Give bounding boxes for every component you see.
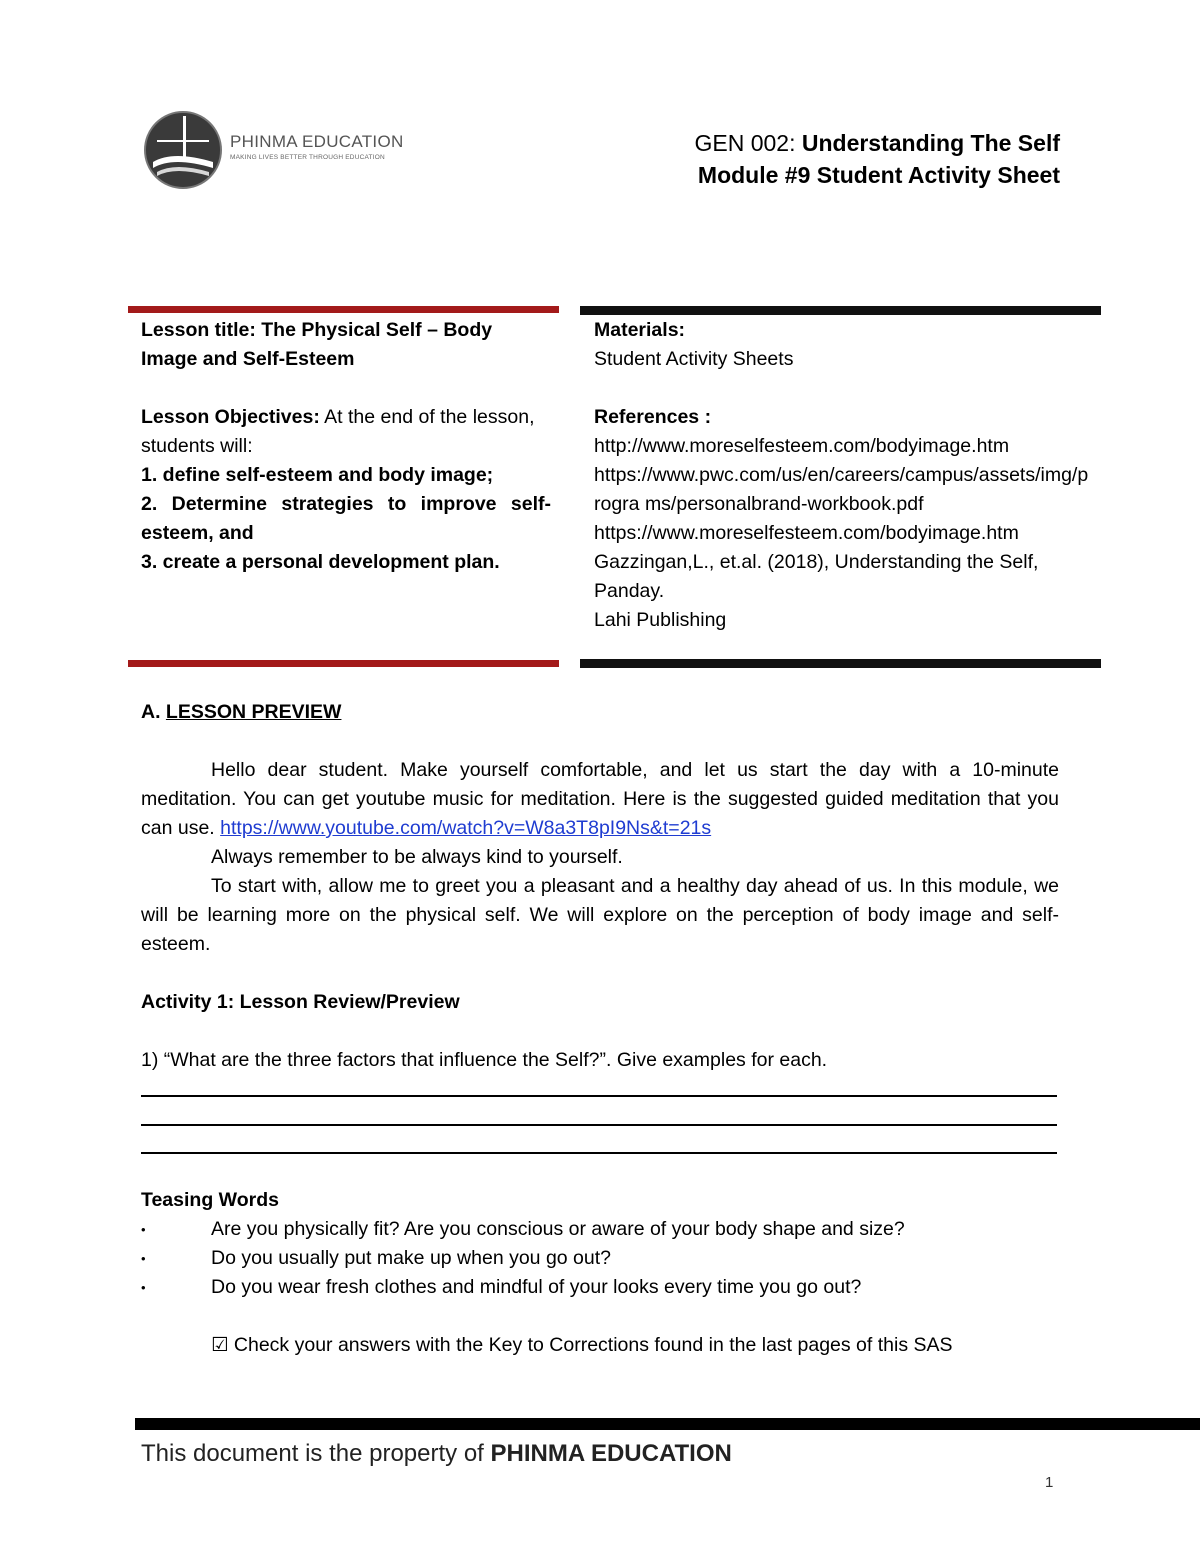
objectives-intro: Lesson Objectives: At the end of the lesson, students will: bbox=[141, 406, 535, 457]
intro-paragraph: Hello dear student. Make yourself comfortable, and let us start the day with a 10-minute meditation. You can get youtube music for meditation. Here is the suggested guided meditation that you can use. https://www.youtube.com/watch?v=W8a3T8pI9Ns&t=21s bbox=[141, 759, 1059, 839]
section-heading: A. LESSON PREVIEW bbox=[141, 701, 342, 723]
module-subtitle: Module #9 Student Activity Sheet bbox=[697, 162, 1060, 188]
references-label: References : bbox=[594, 406, 712, 428]
bullet-icon: • bbox=[141, 1222, 146, 1237]
check-note: ☑ Check your answers with the Key to Corrections found in the last pages of this SAS bbox=[211, 1334, 953, 1356]
right-bottom-divider bbox=[580, 659, 1101, 668]
reference-item: http://www.moreselfesteem.com/bodyimage.htm bbox=[594, 435, 1010, 457]
activity-title: Activity 1: Lesson Review/Preview bbox=[141, 991, 460, 1013]
reference-item: https://www.moreselfesteem.com/bodyimage.htm bbox=[594, 522, 1019, 544]
answer-line[interactable] bbox=[141, 1124, 1057, 1126]
reference-publisher: Lahi Publishing bbox=[594, 609, 727, 631]
list-item: • Do you wear fresh clothes and mindful of your looks every time you go out? bbox=[141, 1273, 1059, 1302]
lesson-preview-section bbox=[141, 698, 1059, 1075]
lesson-title: Lesson title: The Physical Self – Body Image and Self-Esteem bbox=[141, 319, 493, 370]
logo-emblem-icon bbox=[143, 110, 223, 190]
teasing-title: Teasing Words bbox=[141, 1189, 279, 1211]
answer-line[interactable] bbox=[141, 1095, 1057, 1097]
activity-question: 1) “What are the three factors that influence the Self?”. Give examples for each. bbox=[141, 1049, 828, 1071]
logo-name: PHINMA EDUCATION bbox=[230, 132, 404, 151]
phinma-logo bbox=[143, 110, 403, 190]
objective-item: 2. Determine strategies to improve self-esteem, and bbox=[141, 493, 551, 544]
answer-line[interactable] bbox=[141, 1152, 1057, 1154]
materials-panel bbox=[594, 316, 1094, 635]
list-item: • Are you physically fit? Are you conscious or aware of your body shape and size? bbox=[141, 1215, 1059, 1244]
left-top-divider bbox=[128, 306, 559, 313]
right-top-divider bbox=[580, 306, 1101, 315]
logo-tagline: MAKING LIVES BETTER THROUGH EDUCATION bbox=[230, 154, 385, 161]
list-item: • Do you usually put make up when you go out? bbox=[141, 1244, 1059, 1273]
reference-citation: Gazzingan,L., et.al. (2018), Understanding the Self, Panday. bbox=[594, 551, 1039, 602]
objective-item: 1. define self-esteem and body image; bbox=[141, 464, 494, 486]
materials-label: Materials: bbox=[594, 319, 686, 341]
greeting-paragraph: To start with, allow me to greet you a pleasant and a healthy day ahead of us. In this module, we will be learning more on the physical self. We will explore on the perception of body image and self-esteem. bbox=[141, 875, 1059, 955]
materials-value: Student Activity Sheets bbox=[594, 348, 794, 370]
kindness-paragraph: Always remember to be always kind to yourself. bbox=[211, 846, 623, 868]
objective-item: 3. create a personal development plan. bbox=[141, 551, 500, 573]
lesson-info-panel bbox=[141, 316, 551, 577]
footer-property-note: This document is the property of PHINMA EDUCATION bbox=[141, 1440, 732, 1467]
left-bottom-divider bbox=[128, 660, 559, 667]
meditation-video-link[interactable]: https://www.youtube.com/watch?v=W8a3T8pI9Ns&t=21s bbox=[220, 817, 712, 839]
reference-item: https://www.pwc.com/us/en/careers/campus/assets/img/progra ms/personalbrand-workbook.pdf bbox=[594, 464, 1089, 515]
bullet-icon: • bbox=[141, 1251, 146, 1266]
course-title: GEN 002: Understanding The Self bbox=[694, 130, 1060, 156]
bullet-icon: • bbox=[141, 1280, 146, 1295]
footer-divider bbox=[135, 1418, 1200, 1430]
page-number: 1 bbox=[1045, 1474, 1054, 1491]
teasing-words-section bbox=[141, 1186, 1059, 1360]
checkbox-icon: ☑ bbox=[211, 1334, 229, 1356]
